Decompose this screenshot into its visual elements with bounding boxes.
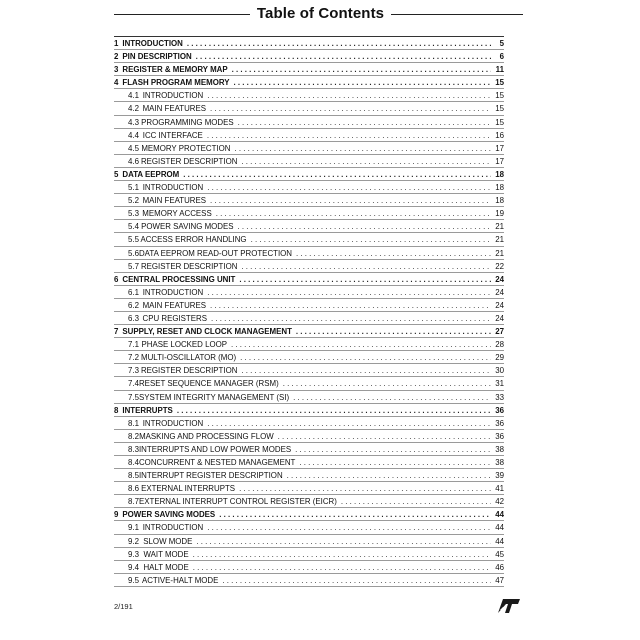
toc-entry-title: REGISTER DESCRIPTION	[140, 156, 238, 166]
toc-entry-number: 5.6	[128, 248, 139, 258]
toc-chapter-entry[interactable]	[114, 50, 504, 63]
toc-section-entry[interactable]	[114, 521, 504, 534]
toc-dot-leader	[187, 37, 491, 50]
toc-dot-leader	[210, 194, 491, 207]
toc-entry-page: 47	[495, 575, 504, 585]
toc-entry-title: CONCURRENT & NESTED MANAGEMENT	[138, 458, 296, 467]
toc-entry-number: 5.4	[128, 222, 139, 232]
toc-dot-leader	[299, 456, 491, 469]
toc-entry-page: 11	[495, 65, 504, 75]
toc-entry-page: 36	[495, 405, 504, 415]
toc-entry-page: 44	[495, 510, 504, 520]
toc-entry-title: INTRODUCTION	[142, 91, 204, 101]
toc-entry-number: 6	[114, 274, 119, 284]
toc-dot-leader	[287, 469, 491, 482]
toc-entry-page: 29	[495, 353, 504, 363]
toc-entry-number: 7.2	[128, 353, 139, 363]
toc-entry-page: 38	[495, 458, 504, 467]
toc-entry-title: REGISTER DESCRIPTION	[140, 261, 238, 271]
toc-chapter-entry[interactable]	[114, 76, 504, 89]
toc-entry-number: 5.2	[128, 196, 139, 206]
toc-entry-page: 36	[495, 431, 504, 441]
toc-entry-title: PIN DESCRIPTION	[122, 52, 192, 62]
toc-entry-number: 7.1	[128, 340, 139, 350]
toc-entry-title: MULTI-OSCILLATOR (MO)	[141, 353, 237, 363]
toc-dot-leader	[177, 404, 491, 417]
toc-entry-title: CENTRAL PROCESSING UNIT	[122, 274, 236, 284]
toc-entry-title: EXTERNAL INTERRUPTS	[141, 484, 236, 494]
toc-entry-title: MASKING AND PROCESSING FLOW	[139, 431, 274, 441]
toc-section-entry[interactable]	[114, 247, 504, 260]
toc-dot-leader	[210, 102, 491, 115]
toc-entry-title: POWER SAVING MODES	[141, 222, 234, 232]
toc-dot-leader	[193, 561, 491, 574]
toc-entry-number: 9.5	[128, 575, 139, 585]
toc-dot-leader	[241, 364, 491, 377]
toc-chapter-entry[interactable]	[114, 325, 504, 338]
toc-entry-number: 8.6	[128, 484, 139, 494]
toc-dot-leader	[193, 548, 491, 561]
toc-entry-number: 8	[114, 405, 119, 415]
toc-dot-leader	[283, 377, 491, 390]
toc-entry-number: 8.3	[128, 444, 139, 454]
toc-entry-title: SUPPLY, RESET AND CLOCK MANAGEMENT	[122, 327, 292, 337]
toc-entry-number: 9	[114, 510, 119, 520]
toc-entry-title: INTRODUCTION	[122, 39, 183, 48]
toc-section-entry[interactable]	[114, 456, 504, 469]
toc-section-entry[interactable]	[114, 561, 504, 574]
toc-dot-leader	[234, 76, 492, 89]
toc-section-entry[interactable]	[114, 299, 504, 312]
toc-entry-number: 7	[114, 327, 119, 337]
toc-dot-leader	[241, 260, 491, 273]
toc-dot-leader	[216, 207, 491, 220]
toc-entry-title: INTERRUPTS AND LOW POWER MODES	[138, 444, 292, 454]
toc-entry-page: 39	[495, 471, 504, 481]
toc-entry-page: 19	[495, 209, 504, 219]
toc-entry-number: 5	[114, 169, 119, 179]
toc-entry-title: POWER SAVING MODES	[122, 510, 216, 520]
toc-entry-title: INTRODUCTION	[142, 418, 204, 428]
toc-section-entry[interactable]	[114, 142, 504, 155]
toc-entry-page: 42	[495, 497, 504, 507]
toc-entry-title: MAIN FEATURES	[142, 196, 206, 206]
toc-entry-title: WAIT MODE	[143, 549, 189, 559]
toc-dot-leader	[238, 220, 491, 233]
toc-section-entry[interactable]	[114, 482, 504, 495]
page-title: Table of Contents	[256, 5, 385, 22]
toc-entry-title: PHASE LOCKED LOOP	[141, 340, 227, 350]
toc-entry-number: 6.1	[128, 287, 139, 297]
toc-entry-page: 24	[495, 287, 504, 297]
toc-entry-title: PROGRAMMING MODES	[141, 117, 234, 127]
toc-entry-title: INTERRUPT REGISTER DESCRIPTION	[138, 471, 283, 481]
toc-section-entry[interactable]	[114, 286, 504, 299]
toc-entry-page: 6	[499, 52, 504, 62]
toc-entry-page: 33	[495, 392, 504, 402]
toc-dot-leader	[183, 168, 491, 181]
toc-entry-title: EXTERNAL INTERRUPT CONTROL REGISTER (EICR)	[138, 497, 337, 507]
toc-entry-number: 5.1	[128, 183, 139, 193]
toc-entry-page: 21	[495, 222, 504, 232]
toc-section-entry[interactable]	[114, 430, 504, 443]
toc-dot-leader	[296, 247, 491, 260]
toc-section-entry[interactable]	[114, 443, 504, 456]
toc-entry-title: ACCESS ERROR HANDLING	[140, 235, 247, 245]
footer-page-number: 2/191	[114, 602, 133, 611]
toc-entry-title: INTRODUCTION	[142, 287, 204, 297]
toc-entry-number: 8.2	[128, 431, 139, 441]
toc-entry-page: 15	[495, 91, 504, 101]
toc-entry-number: 9.3	[128, 549, 139, 559]
toc-entry-page: 15	[495, 78, 504, 88]
toc-entry-number: 3	[114, 65, 119, 75]
toc-section-entry[interactable]	[114, 417, 504, 430]
toc-section-entry[interactable]	[114, 312, 504, 325]
toc-dot-leader	[207, 129, 491, 142]
toc-entry-number: 9.1	[128, 523, 139, 533]
toc-chapter-entry[interactable]	[114, 37, 504, 50]
title-bar	[0, 0, 640, 30]
toc-entry-page: 46	[495, 562, 504, 572]
toc-entry-title: SLOW MODE	[143, 536, 193, 546]
toc-dot-leader	[240, 351, 491, 364]
toc-section-entry[interactable]	[114, 574, 504, 587]
toc-entry-number: 9.4	[128, 562, 139, 572]
toc-entry-number: 8.5	[128, 471, 139, 481]
toc-dot-leader	[295, 443, 491, 456]
toc-entry-title: MEMORY ACCESS	[142, 209, 212, 219]
toc-section-entry[interactable]	[114, 548, 504, 561]
toc-entry-number: 4.2	[128, 104, 139, 114]
toc-entry-number: 4.3	[128, 117, 139, 127]
toc-entry-number: 8.4	[128, 458, 139, 467]
toc-entry-number: 4.4	[128, 130, 139, 140]
toc-dot-leader	[251, 233, 491, 246]
toc-dot-leader	[207, 521, 491, 534]
toc-entry-page: 45	[495, 549, 504, 559]
toc-section-entry[interactable]	[114, 338, 504, 351]
toc-chapter-entry[interactable]	[114, 63, 504, 76]
toc-entry-number: 5.3	[128, 209, 139, 219]
toc-dot-leader	[196, 535, 491, 548]
toc-entry-title: HALT MODE	[143, 562, 189, 572]
toc-entry-page: 24	[495, 274, 504, 284]
toc-entry-title: DATA EEPROM READ-OUT PROTECTION	[138, 248, 292, 258]
toc-section-entry[interactable]	[114, 260, 504, 273]
toc-section-entry[interactable]	[114, 377, 504, 390]
toc-entry-number: 7.3	[128, 366, 139, 376]
toc-dot-leader	[219, 508, 491, 521]
toc-entry-number: 7.5	[128, 392, 139, 402]
toc-entry-page: 44	[495, 523, 504, 533]
toc-entry-number: 5.5	[128, 235, 139, 245]
toc-section-entry[interactable]	[114, 391, 504, 404]
toc-dot-leader	[207, 89, 491, 102]
toc-dot-leader	[231, 338, 491, 351]
toc-entry-page: 21	[495, 235, 504, 245]
toc-dot-leader	[234, 142, 491, 155]
toc-entry-title: RESET SEQUENCE MANAGER (RSM)	[138, 379, 279, 389]
toc-entry-title: CPU REGISTERS	[142, 313, 207, 323]
toc-entry-page: 31	[495, 379, 504, 389]
toc-entry-number: 4	[114, 78, 119, 88]
toc-entry-title: ICC INTERFACE	[142, 130, 203, 140]
toc-entry-number: 4.6	[128, 156, 139, 166]
toc-section-entry[interactable]	[114, 116, 504, 129]
toc-list	[114, 36, 504, 587]
toc-entry-title: MAIN FEATURES	[142, 300, 206, 310]
st-logo-icon	[497, 597, 521, 613]
toc-entry-number: 8.7	[128, 497, 139, 507]
toc-dot-leader	[207, 181, 491, 194]
toc-entry-page: 22	[495, 261, 504, 271]
toc-section-entry[interactable]	[114, 495, 504, 508]
toc-entry-number: 6.2	[128, 300, 139, 310]
toc-entry-title: MAIN FEATURES	[142, 104, 206, 114]
toc-dot-leader	[207, 417, 491, 430]
toc-entry-page: 17	[495, 143, 504, 153]
toc-entry-page: 21	[495, 248, 504, 258]
toc-dot-leader	[278, 430, 491, 443]
toc-chapter-entry[interactable]	[114, 273, 504, 286]
toc-entry-page: 36	[495, 418, 504, 428]
toc-entry-page: 16	[495, 130, 504, 140]
toc-entry-page: 24	[495, 313, 504, 323]
toc-entry-page: 41	[495, 484, 504, 494]
toc-dot-leader	[210, 299, 491, 312]
toc-entry-title: INTERRUPTS	[122, 405, 173, 415]
toc-section-entry[interactable]	[114, 89, 504, 102]
toc-chapter-entry[interactable]	[114, 168, 504, 181]
toc-dot-leader	[196, 50, 491, 63]
toc-dot-leader	[293, 391, 491, 404]
toc-entry-title: REGISTER DESCRIPTION	[140, 366, 238, 376]
toc-entry-number: 2	[114, 52, 119, 62]
toc-entry-title: SYSTEM INTEGRITY MANAGEMENT (SI)	[138, 392, 290, 402]
toc-section-entry[interactable]	[114, 207, 504, 220]
toc-entry-page: 15	[495, 104, 504, 114]
toc-dot-leader	[232, 63, 491, 76]
toc-entry-title: DATA EEPROM	[122, 169, 180, 179]
toc-section-entry[interactable]	[114, 220, 504, 233]
toc-dot-leader	[241, 155, 491, 168]
toc-section-entry[interactable]	[114, 364, 504, 377]
toc-entry-number: 8.1	[128, 418, 139, 428]
toc-entry-page: 5	[499, 39, 504, 48]
toc-entry-page: 18	[495, 183, 504, 193]
toc-entry-number: 9.2	[128, 536, 139, 546]
toc-entry-page: 38	[495, 444, 504, 454]
toc-entry-page: 15	[495, 117, 504, 127]
toc-entry-page: 18	[495, 196, 504, 206]
toc-entry-title: INTRODUCTION	[142, 523, 204, 533]
toc-entry-number: 4.1	[128, 91, 139, 101]
toc-entry-page: 18	[495, 169, 504, 179]
toc-entry-page: 30	[495, 366, 504, 376]
toc-entry-number: 1	[114, 39, 119, 48]
toc-dot-leader	[296, 325, 491, 338]
toc-entry-page: 44	[495, 536, 504, 546]
toc-entry-page: 17	[495, 156, 504, 166]
toc-chapter-entry[interactable]	[114, 508, 504, 521]
toc-entry-number: 4.5	[128, 143, 139, 153]
toc-entry-title: ACTIVE-HALT MODE	[141, 575, 219, 585]
toc-section-entry[interactable]	[114, 102, 504, 115]
toc-entry-title: INTRODUCTION	[142, 183, 204, 193]
toc-entry-number: 6.3	[128, 313, 139, 323]
toc-entry-page: 24	[495, 300, 504, 310]
toc-entry-number: 5.7	[128, 261, 139, 271]
toc-dot-leader	[207, 286, 491, 299]
toc-section-entry[interactable]	[114, 194, 504, 207]
toc-section-entry[interactable]	[114, 351, 504, 364]
toc-dot-leader	[239, 273, 491, 286]
toc-section-entry[interactable]	[114, 535, 504, 548]
toc-dot-leader	[238, 116, 491, 129]
toc-entry-title: FLASH PROGRAM MEMORY	[122, 78, 230, 88]
toc-dot-leader	[222, 574, 491, 587]
toc-section-entry[interactable]	[114, 129, 504, 142]
toc-section-entry[interactable]	[114, 155, 504, 168]
title-rule-left	[114, 14, 250, 15]
toc-section-entry[interactable]	[114, 233, 504, 246]
toc-section-entry[interactable]	[114, 181, 504, 194]
toc-dot-leader	[341, 495, 491, 508]
toc-dot-leader	[239, 482, 491, 495]
toc-dot-leader	[211, 312, 491, 325]
toc-chapter-entry[interactable]	[114, 404, 504, 417]
toc-section-entry[interactable]	[114, 469, 504, 482]
toc-entry-title: MEMORY PROTECTION	[141, 143, 231, 153]
title-rule-right	[391, 14, 523, 15]
toc-entry-number: 7.4	[128, 379, 139, 389]
toc-entry-page: 27	[495, 327, 504, 337]
toc-entry-title: REGISTER & MEMORY MAP	[122, 65, 228, 75]
toc-entry-page: 28	[495, 340, 504, 350]
